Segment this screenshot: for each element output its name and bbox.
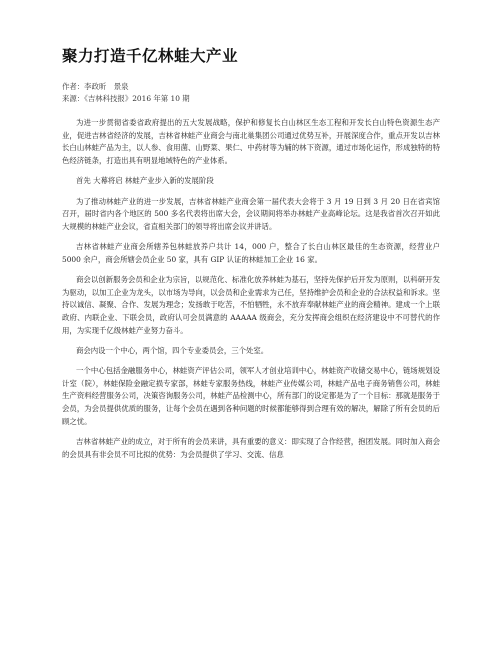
article-body bbox=[62, 117, 440, 461]
source-line: 来源：《吉林科技报》2016 年第 10 期 bbox=[62, 94, 190, 103]
paragraph: 吉林省林蛙产业的成立，对于所有的会员来讲，具有重要的意义：即实现了合作经营，抱团发展。同时加入商会的会员具有非会员不可比拟的优势：为会员提供了学习、交流、信息 bbox=[62, 437, 440, 459]
paragraph: 商会以创新服务会员和企业为宗旨，以规范化、标准化放养林蛙为基石，坚持先保护后开发为原则，以科研开发为驱动，以加工企业为龙头，以市场为导向，以会员和企业需求为己任，坚持维护会员和企业的合法权益和诉求。坚持以诚信、凝聚、合作、发展为理念；发扬敢于吃苦，不怕牺牲，永不放弃奉献林蛙产业的商会精神。建成一个上联政府、内联企业、下联会员，政府认可会员满意的 AAAAA 级商会，充分发挥商会组织在经济建设中不可替代的作用，为实现千亿级林蛙产业努力奋斗。 bbox=[62, 275, 440, 335]
paragraph: 为进一步贯彻省委省政府提出的五大发展战略，保护和修复长白山林区生态工程和开发长白山特色资源生态产业，促进吉林省经济的发展，吉林省林蛙产业商会与南北巢集团公司通过优势互补，开展深度合作，重点开发以吉林长白山林蛙产品为主，以人参、食用菌、山野菜、果仁、中药材等为辅的林下资源，通过市场化运作，形成独特的特色经济链条，打造出具有明显地域特色的产业体系。 bbox=[62, 118, 440, 165]
paragraph: 一个中心包括金融服务中心，林蛙资产评估公司，领军人才创业培训中心，林蛙资产收储交易中心，链场规划设计室（院），林蛙保险金融定损专家部，林蛙专家服务热线，林蛙产业传媒公司，林蛙产品电子商务销售公司，林蛙生产资料经营服务公司，决策咨询服务公司，林蛙产品检测中心，所有部门的设定都是为了一个目标：那就是服务于会员，为会员提供优质的服务，让每个会员在遇到各种问题的时候都能够得到合理有效的解决，解除了所有会员的后顾之忧。 bbox=[62, 366, 440, 426]
author-line: 作者：李政昕 景泉 bbox=[62, 82, 129, 91]
paragraph: 吉林省林蛙产业商会所辖养包林蛙放养户共计 14，000 户，整合了长白山林区最佳的生态资源，经营业户 5000 余户，商会所辖会员企业 50 家，具有 GIP 认证的林蛙加工企业 16 家。 bbox=[62, 242, 440, 264]
paragraph: 商会内设一个中心，两个馆，四个专业委员会，三个处室。 bbox=[76, 345, 269, 355]
paragraph: 为了推动林蛙产业的进一步发展，吉林省林蛙产业商会第一届代表大会将于 3 月 19 日到 3 月 20 日在省宾馆召开，届时省内各个地区的 500 多名代表将出席大会，会议期间将举办林蛙产业高峰论坛。这是我省首次召开如此大规模的林蛙产业会议，省直相关部门的领导将出席会议并讲话。 bbox=[62, 196, 440, 231]
article-title: 聚力打造千亿林蛙大产业 bbox=[62, 47, 239, 65]
section-heading: 首先 大幕将启 林蛙产业步入新的发展阶段 bbox=[76, 176, 214, 186]
